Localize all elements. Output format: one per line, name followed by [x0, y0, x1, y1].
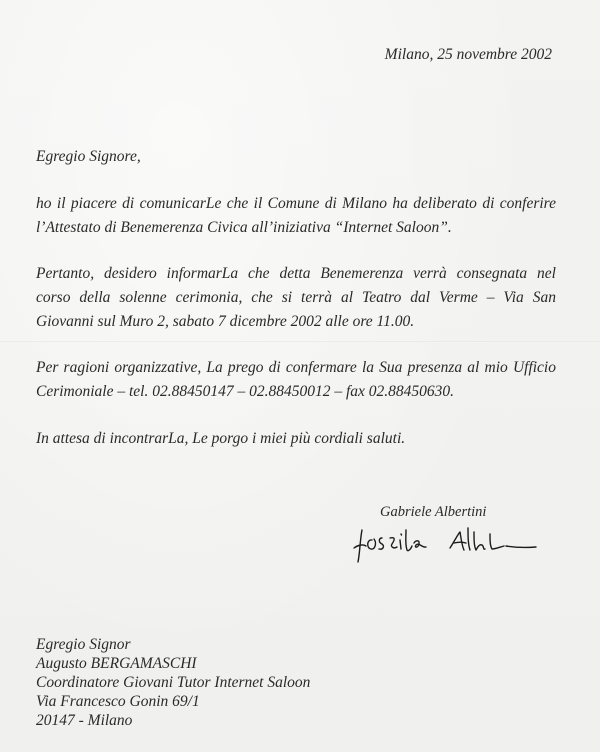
handwritten-signature	[350, 518, 560, 566]
paper-fold-line	[0, 341, 600, 343]
address-line: Coordinatore Giovani Tutor Internet Saloon	[36, 674, 311, 691]
paragraph-line: In attesa di incontrarLa, Le porgo i miei più cordiali saluti.	[36, 430, 406, 447]
paragraph-ceremony	[36, 262, 556, 334]
address-line: Egregio Signor	[36, 636, 131, 653]
paragraph-line: Giovanni sul Muro 2, sabato 7 dicembre 2002 alle ore 11.00.	[36, 313, 415, 330]
paragraph-line: Per ragioni organizzative, La prego di confermare la Sua presenza al mio Ufficio	[36, 359, 556, 376]
address-line: Via Francesco Gonin 69/1	[36, 693, 200, 710]
paragraph-confirmation	[36, 356, 556, 404]
paragraph-award	[36, 192, 556, 240]
address-line: 20147 - Milano	[36, 712, 133, 729]
paragraph-line: Cerimoniale – tel. 02.88450147 – 02.88450012 – fax 02.88450630.	[36, 383, 455, 400]
letter-date: Milano, 25 novembre 2002	[384, 46, 552, 63]
signer-name: Gabriele Albertini	[380, 504, 487, 520]
paragraph-line: l’Attestato di Benemerenza Civica all’iniziativa “Internet Saloon”.	[36, 219, 452, 236]
paragraph-line: corso della solenne cerimonia, che si terrà al Teatro dal Verme – Via San	[36, 289, 556, 306]
paragraph-line: ho il piacere di comunicarLe che il Comune di Milano ha deliberato di conferire	[36, 195, 556, 212]
paragraph-line: Pertanto, desidero informarLa che detta Benemerenza verrà consegnata nel	[36, 265, 556, 282]
recipient-address	[36, 635, 310, 730]
paragraph-closing	[36, 427, 556, 451]
address-line: Augusto BERGAMASCHI	[36, 655, 197, 672]
salutation: Egregio Signore,	[36, 148, 141, 165]
